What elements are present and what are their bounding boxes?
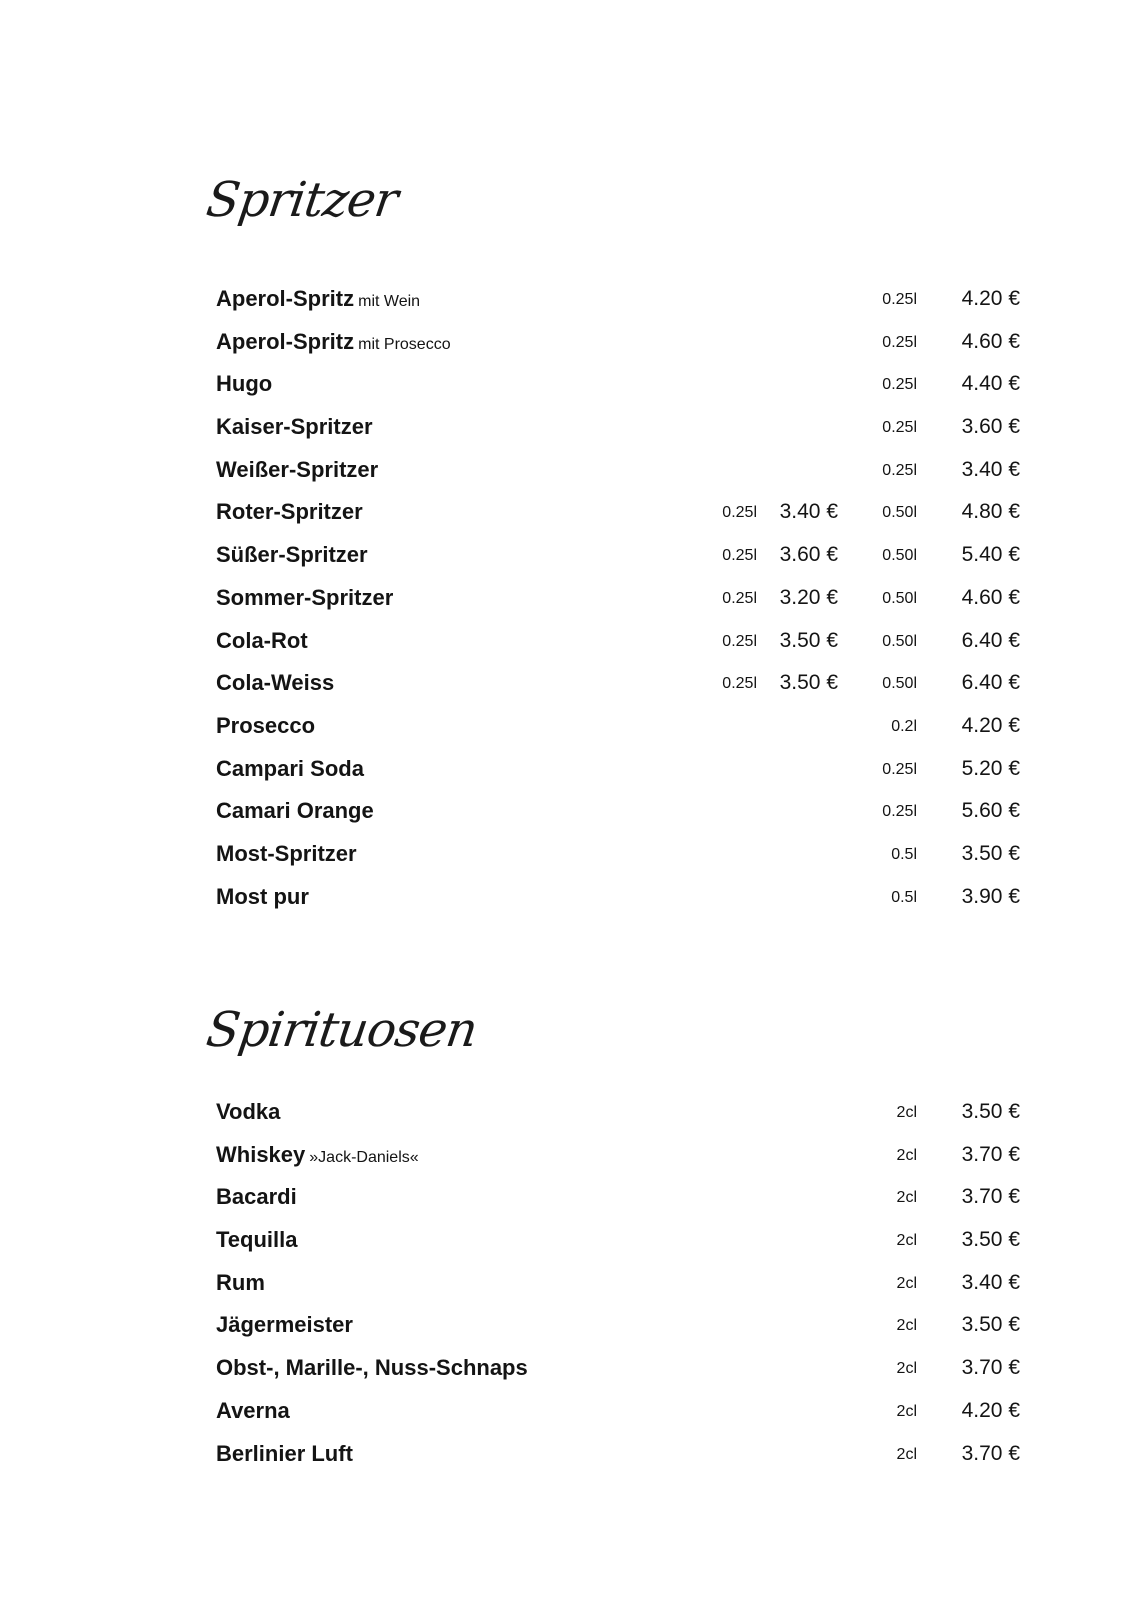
menu-item	[0, 840, 1131, 883]
item-name-text: Averna	[216, 1397, 290, 1423]
volume: 0.25l	[882, 291, 917, 308]
item-name	[216, 328, 451, 359]
price-small: 3.50 €	[779, 671, 838, 695]
volume: 0.50l	[882, 547, 917, 565]
volume: 0.50l	[882, 504, 917, 522]
volume: 0.25l	[882, 803, 917, 821]
menu-item	[0, 285, 1131, 328]
item-name	[216, 1354, 528, 1382]
item-name-text: Jägermeister	[216, 1312, 353, 1338]
item-name-text: Most pur	[216, 883, 309, 909]
price: 3.70 €	[961, 1185, 1020, 1209]
volume-small: 0.25l	[722, 589, 757, 607]
volume: 2cl	[896, 1402, 917, 1420]
price: 3.70 €	[961, 1441, 1020, 1465]
price: 3.50 €	[961, 841, 1020, 865]
item-name	[216, 1397, 290, 1425]
price: 3.90 €	[961, 884, 1020, 908]
item-name-text: Weißer-Spritzer	[216, 456, 379, 482]
menu-item	[0, 712, 1131, 755]
spritzer-list	[0, 285, 1131, 925]
price: 3.50 €	[961, 1100, 1020, 1123]
menu-item	[0, 456, 1131, 499]
price-small: 3.40 €	[779, 500, 838, 524]
menu-item	[0, 1440, 1131, 1483]
item-name	[216, 1311, 353, 1339]
menu-item	[0, 498, 1131, 541]
item-name	[216, 840, 357, 868]
item-name-text: Berlinier Luft	[216, 1440, 353, 1466]
item-name-text: Cola-Weiss	[216, 670, 335, 696]
volume: 0.25l	[882, 760, 917, 778]
spritzer-title: Spritzer	[203, 172, 401, 228]
price: 3.60 €	[961, 415, 1020, 439]
price: 5.60 €	[961, 799, 1020, 823]
volume-small: 0.25l	[722, 547, 757, 565]
menu-item	[0, 413, 1131, 456]
item-name	[216, 627, 308, 655]
volume-small: 0.25l	[722, 632, 757, 650]
item-name	[216, 712, 315, 740]
menu-item	[0, 797, 1131, 840]
item-name-text: Sommer-Spritzer	[216, 584, 394, 610]
menu-item	[0, 1354, 1131, 1397]
price-small: 3.20 €	[779, 585, 838, 609]
volume: 0.5l	[891, 845, 917, 863]
price-small: 3.60 €	[779, 543, 838, 567]
volume: 2cl	[896, 1274, 917, 1292]
item-name-text: Campari Soda	[216, 755, 364, 781]
price: 4.40 €	[961, 372, 1020, 396]
price: 6.40 €	[961, 628, 1020, 652]
item-name-text: Süßer-Spritzer	[216, 542, 368, 568]
price: 3.50 €	[961, 1313, 1020, 1337]
item-name	[216, 1183, 297, 1211]
price: 4.20 €	[961, 287, 1020, 310]
item-name-text: Aperol-Spritz	[216, 286, 355, 311]
price: 4.20 €	[961, 713, 1020, 737]
volume: 0.25l	[882, 376, 917, 394]
item-name	[216, 755, 364, 783]
menu-item	[0, 755, 1131, 798]
item-name-text: Prosecco	[216, 712, 316, 738]
item-name-text: Most-Spritzer	[216, 840, 357, 866]
price: 4.60 €	[961, 585, 1020, 609]
volume: 0.2l	[891, 717, 917, 735]
item-name	[216, 883, 309, 911]
price: 3.70 €	[961, 1142, 1020, 1166]
spirituosen-title: Spirituosen	[203, 1002, 481, 1058]
price: 3.50 €	[961, 1228, 1020, 1252]
price: 5.40 €	[961, 543, 1020, 567]
menu-item	[0, 627, 1131, 670]
item-name-text: Roter-Spritzer	[216, 499, 363, 525]
item-name	[216, 1226, 298, 1254]
menu-item	[0, 669, 1131, 712]
menu-item	[0, 584, 1131, 627]
item-note: mit Prosecco	[358, 335, 451, 353]
volume: 2cl	[896, 1445, 917, 1463]
price: 4.80 €	[961, 500, 1020, 524]
item-name-text: Aperol-Spritz	[216, 328, 355, 354]
item-name-text: Bacardi	[216, 1184, 297, 1210]
volume: 2cl	[896, 1189, 917, 1207]
volume: 0.50l	[882, 632, 917, 650]
price: 3.40 €	[961, 1270, 1020, 1294]
item-note: »Jack-Daniels«	[309, 1148, 419, 1166]
spirituosen-list	[0, 1098, 1131, 1482]
volume: 2cl	[896, 1104, 917, 1121]
item-name-text: Kaiser-Spritzer	[216, 414, 373, 440]
volume: 0.5l	[891, 888, 917, 906]
menu-item	[0, 1269, 1131, 1312]
item-name	[216, 285, 420, 316]
item-name-text: Whiskey	[216, 1141, 306, 1167]
item-name	[216, 541, 368, 569]
item-name-text: Vodka	[216, 1099, 281, 1124]
menu-item	[0, 370, 1131, 413]
volume-small: 0.25l	[722, 675, 757, 693]
volume: 2cl	[896, 1232, 917, 1250]
menu-item	[0, 883, 1131, 926]
price-small: 3.50 €	[779, 628, 838, 652]
item-name-text: Cola-Rot	[216, 627, 308, 653]
price: 6.40 €	[961, 671, 1020, 695]
menu-item	[0, 1311, 1131, 1354]
item-name-text: Obst-, Marille-, Nuss-Schnaps	[216, 1355, 528, 1381]
menu-item	[0, 1226, 1131, 1269]
price: 5.20 €	[961, 756, 1020, 780]
item-name-text: Rum	[216, 1269, 265, 1295]
price: 4.20 €	[961, 1398, 1020, 1422]
volume-small: 0.25l	[722, 504, 757, 522]
item-name-text: Tequilla	[216, 1227, 298, 1253]
item-name	[216, 584, 393, 612]
volume: 2cl	[896, 1146, 917, 1164]
menu-item	[0, 1098, 1131, 1141]
volume: 0.50l	[882, 589, 917, 607]
volume: 0.25l	[882, 419, 917, 437]
menu-item	[0, 1183, 1131, 1226]
item-name	[216, 413, 373, 441]
item-name	[216, 370, 272, 398]
price: 3.70 €	[961, 1356, 1020, 1380]
menu-item	[0, 541, 1131, 584]
item-name	[216, 456, 378, 484]
menu-item	[0, 328, 1131, 371]
item-name	[216, 1098, 280, 1126]
item-name	[216, 1269, 265, 1297]
price: 4.60 €	[961, 329, 1020, 353]
volume: 0.25l	[882, 333, 917, 351]
price: 3.40 €	[961, 457, 1020, 481]
item-name-text: Hugo	[216, 371, 273, 397]
volume: 0.25l	[882, 461, 917, 479]
menu-item	[0, 1397, 1131, 1440]
item-name	[216, 1440, 353, 1468]
item-name	[216, 1141, 419, 1172]
volume: 0.50l	[882, 675, 917, 693]
item-note: mit Wein	[358, 293, 421, 310]
menu-item	[0, 1141, 1131, 1184]
item-name	[216, 669, 334, 697]
item-name	[216, 498, 363, 526]
item-name-text: Camari Orange	[216, 798, 374, 824]
volume: 2cl	[896, 1317, 917, 1335]
item-name	[216, 797, 374, 825]
volume: 2cl	[896, 1360, 917, 1378]
